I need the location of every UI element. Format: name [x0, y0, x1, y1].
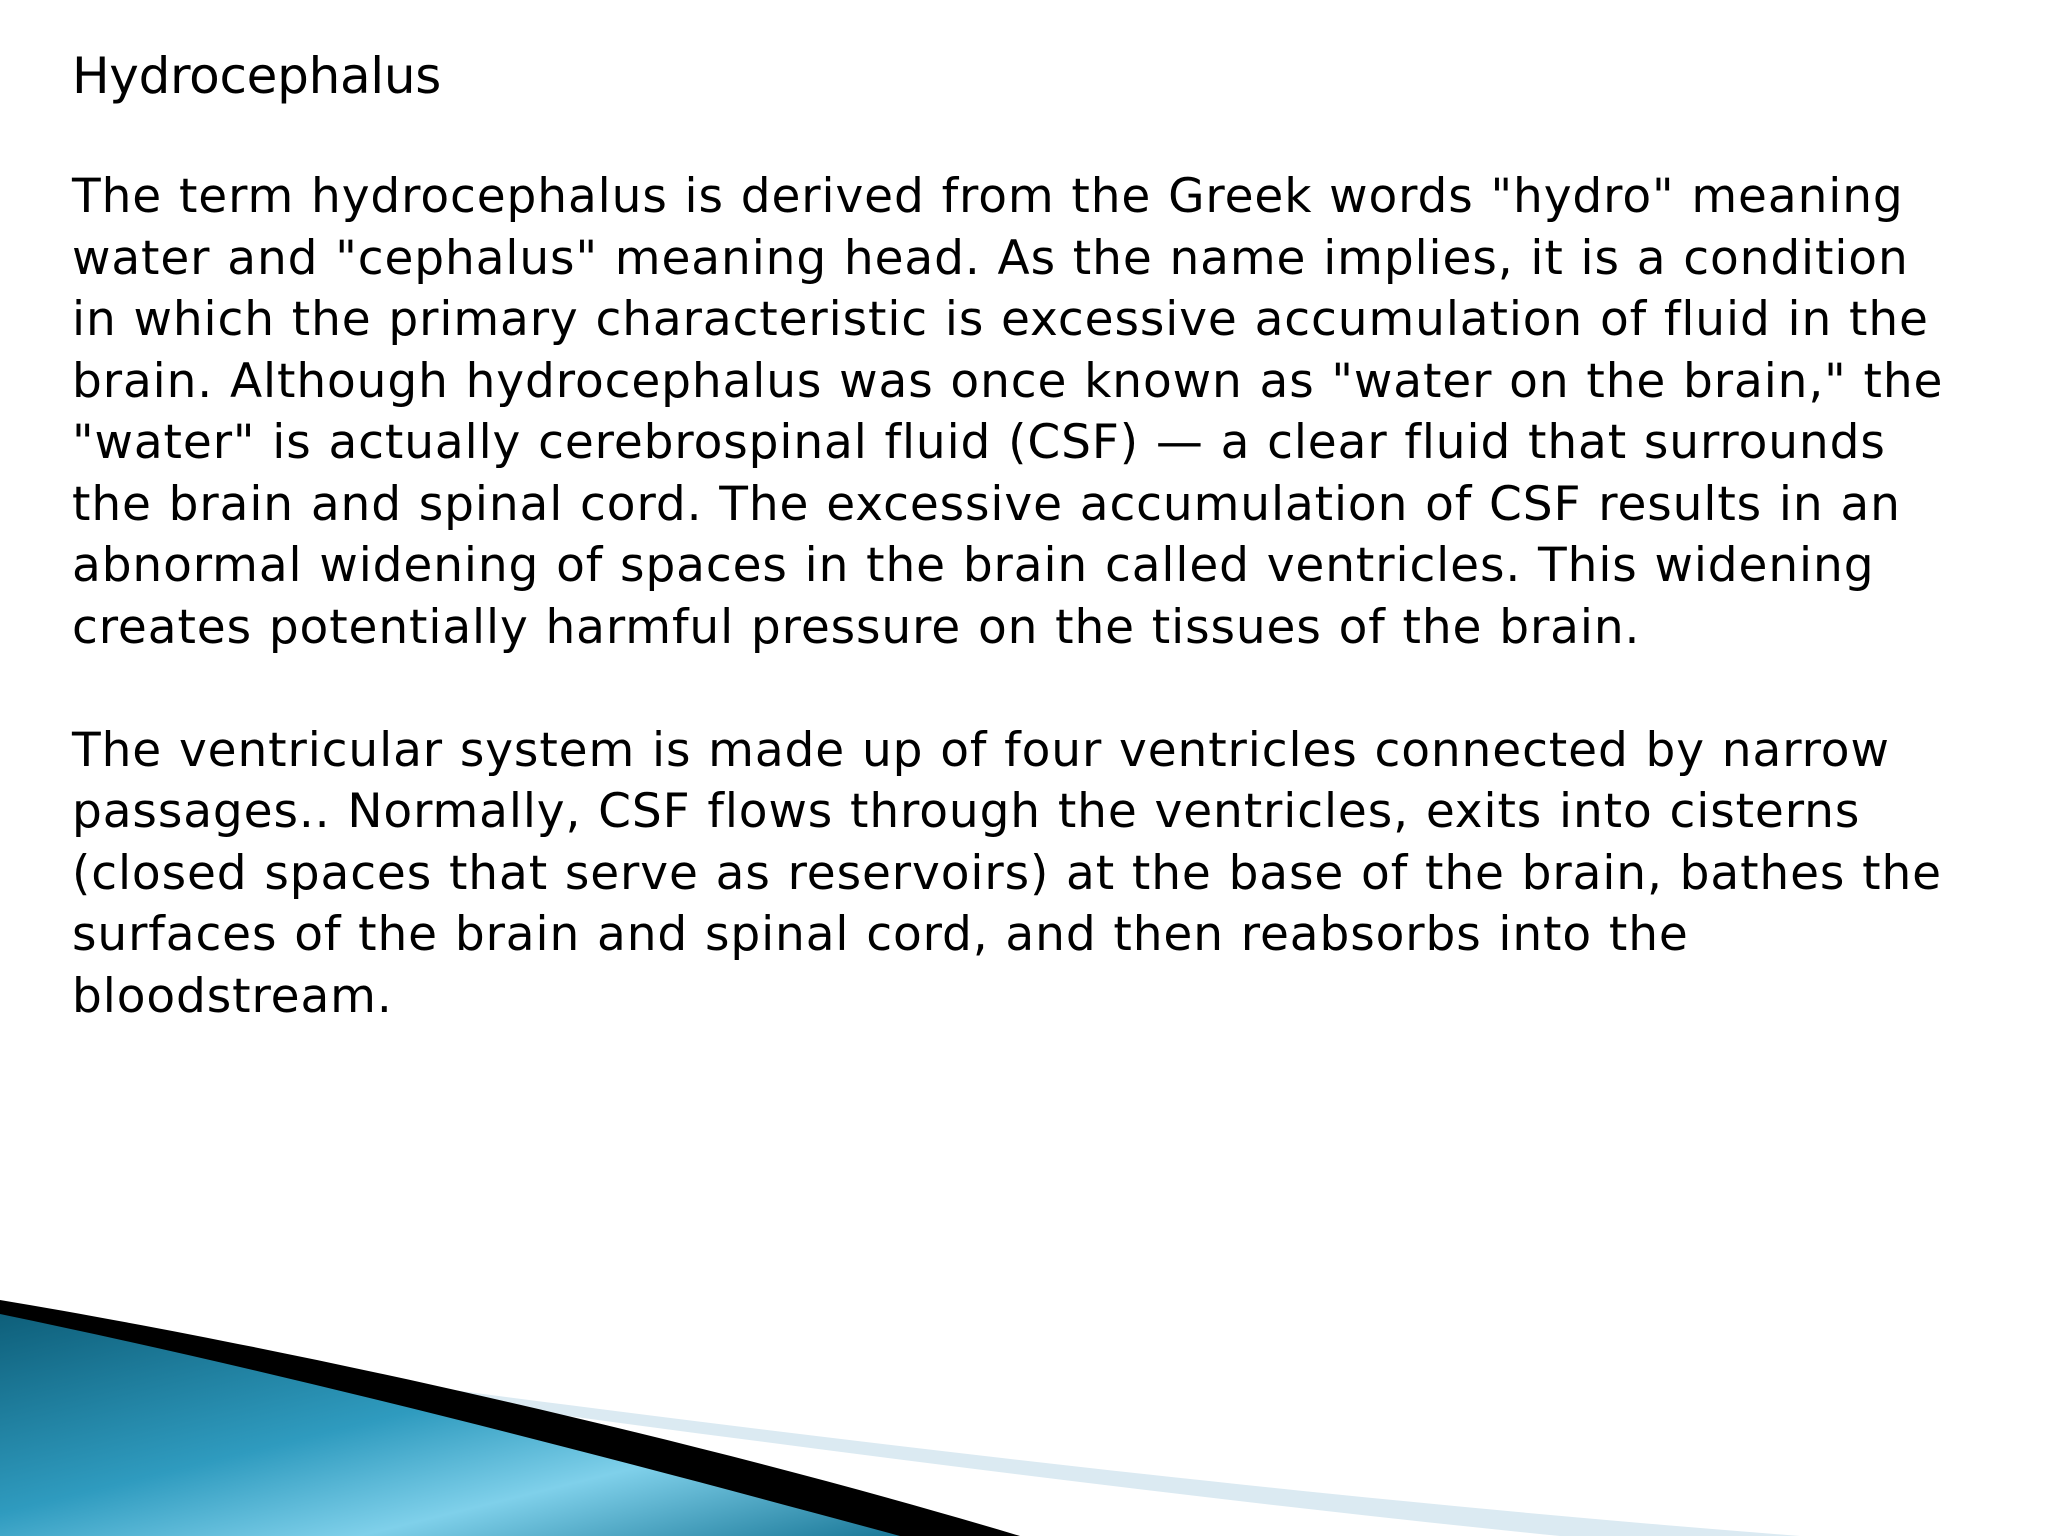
paragraph-ventricular-system: [72, 720, 1992, 1028]
paragraph-line: surfaces of the brain and spinal cord, and then reabsorbs into the: [72, 907, 1689, 962]
paragraph-line: The ventricular system is made up of four ventricles connected by narrow: [72, 722, 1890, 778]
decorative-swoosh: [0, 1290, 2048, 1536]
paragraph-line: The term hydrocephalus is derived from the Greek words "hydro" meaning: [72, 169, 1904, 224]
paragraph-line: creates potentially harmful pressure on the tissues of the brain.: [72, 599, 1641, 655]
paragraph-line: (closed spaces that serve as reservoirs) at the base of the brain, bathes the: [72, 845, 1942, 901]
paragraph-line: passages.. Normally, CSF flows through the ventricles, exits into cisterns: [72, 784, 1861, 839]
paragraph-line: "water" is actually cerebrospinal fluid (CSF) — a clear fluid that surrounds: [72, 415, 1886, 470]
paragraph-line: the brain and spinal cord. The excessive accumulation of CSF results in an: [72, 476, 1901, 532]
paragraph-line: water and "cephalus" meaning head. As the name implies, it is a condition: [72, 230, 1909, 286]
slide-content: [72, 40, 1992, 1027]
paragraph-definition: [72, 166, 1992, 658]
slide-title: Hydrocephalus: [72, 47, 442, 105]
paragraph-line: brain. Although hydrocephalus was once known as "water on the brain," the: [72, 353, 1944, 409]
paragraph-line: in which the primary characteristic is excessive accumulation of fluid in the: [72, 292, 1929, 347]
paragraph-line: bloodstream.: [72, 968, 393, 1024]
swoosh-blue-sweep: [0, 1314, 900, 1536]
paragraph-line: abnormal widening of spaces in the brain called ventricles. This widening: [72, 538, 1875, 593]
